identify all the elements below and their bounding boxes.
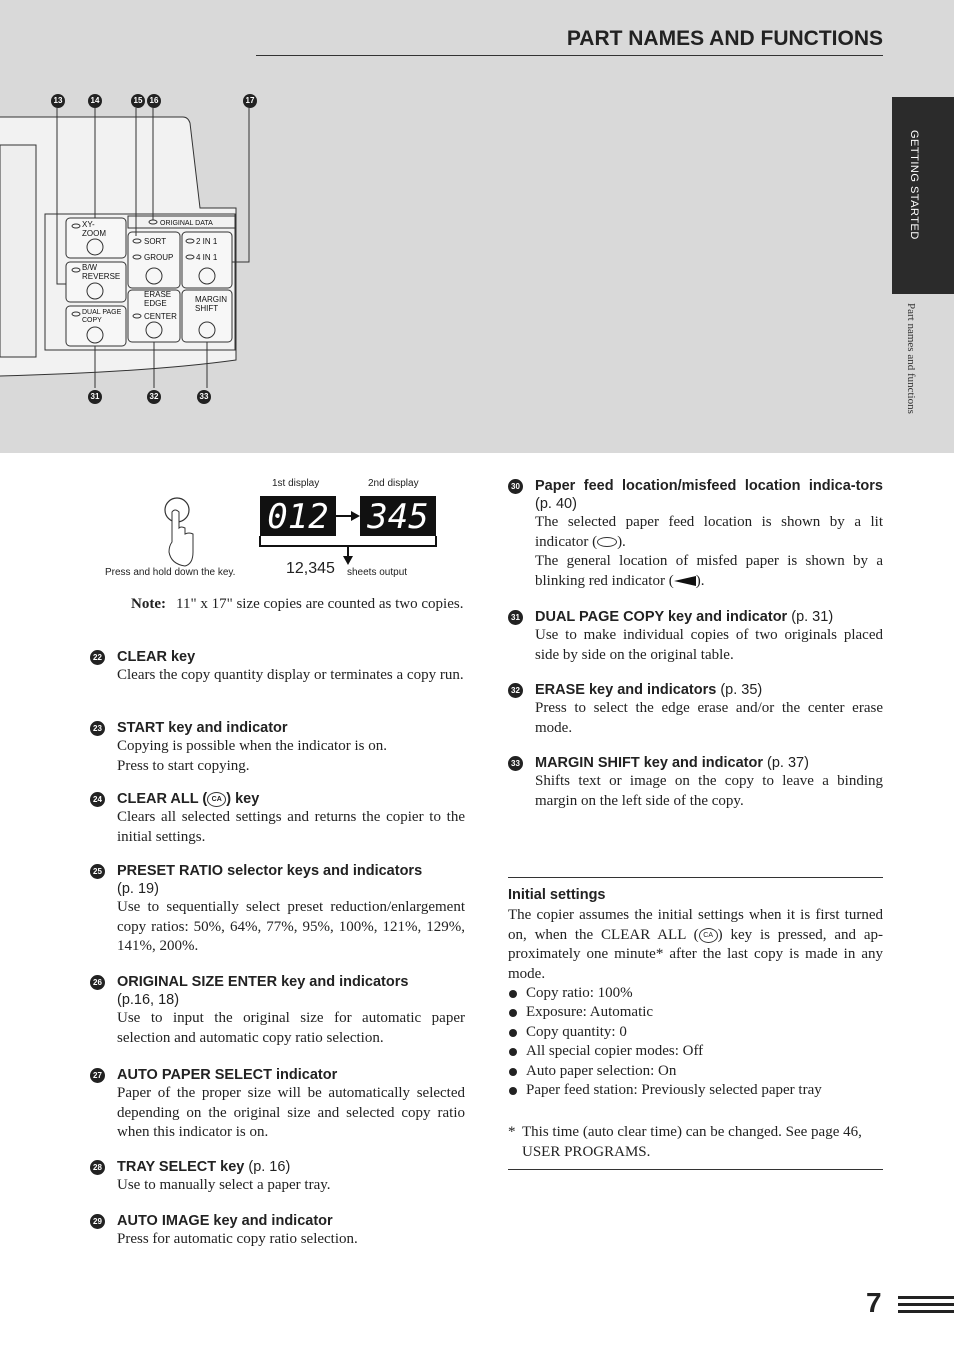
callout-31: 31	[88, 390, 102, 404]
chapter-tab	[892, 97, 954, 294]
first-display-digits: 012	[267, 497, 329, 537]
page-bar	[898, 1310, 954, 1313]
page-number: 7	[866, 1287, 882, 1318]
initial-settings-bottom-rule	[508, 1169, 883, 1170]
item-title: Paper feed location/misfeed location indica-tors	[535, 478, 883, 494]
list-item: Paper feed station: Previously selected paper tray	[508, 1081, 883, 1100]
item-title: DUAL PAGE COPY key and indicator	[535, 609, 788, 625]
item-body: Press for automatic copy ratio selection.	[117, 1231, 358, 1247]
item-body: Clears all selected settings and returns the copier to the initial settings.	[117, 809, 465, 845]
item-32	[508, 681, 883, 738]
item-ref: (p. 16)	[248, 1159, 291, 1175]
item-number: 26	[90, 975, 105, 990]
item-22	[90, 648, 465, 686]
count-suffix: sheets output	[347, 567, 408, 578]
note-text: 11" x 17" size copies are counted as two copies.	[176, 596, 464, 612]
item-number: 32	[508, 683, 523, 698]
item-title-post: ) key	[226, 791, 260, 807]
body-1-post: ).	[617, 533, 626, 550]
list-item: Exposure: Automatic	[508, 1003, 883, 1022]
item-body: Press to select the edge erase and/or the center erase mode.	[535, 700, 883, 736]
item-number: 27	[90, 1068, 105, 1083]
item-30	[508, 477, 883, 591]
item-ref: (p.16, 18)	[117, 992, 180, 1008]
red-misfeed-indicator-icon	[674, 576, 696, 586]
item-body-2	[535, 552, 883, 591]
xy-zoom-label-2: ZOOM	[82, 229, 106, 238]
bw-reverse-label-2: REVERSE	[82, 272, 121, 281]
press-hold-label: Press and hold down the key.	[105, 567, 236, 578]
callout-33: 33	[197, 390, 211, 404]
item-title: ERASE key and indicators	[535, 682, 717, 698]
item-28	[90, 1158, 465, 1196]
item-ref: (p. 31)	[791, 609, 834, 625]
callout-15: 15	[131, 94, 145, 108]
initial-settings-title: Initial settings	[508, 887, 606, 903]
page-title: PART NAMES AND FUNCTIONS	[566, 27, 883, 50]
body-2-post: ).	[695, 572, 705, 589]
item-body: Use to input the original size for automatic paper selection and automatic copy ratio selection.	[117, 1010, 465, 1046]
item-29	[90, 1212, 465, 1250]
footnote-mark: *	[508, 1124, 516, 1140]
xy-zoom-label-1: XY-	[82, 220, 95, 229]
dual-page-label-1: DUAL PAGE	[82, 309, 122, 316]
item-ref: (p. 35)	[720, 682, 763, 698]
page-bar	[898, 1303, 954, 1306]
sort-label: SORT	[144, 237, 167, 246]
footnote	[508, 1123, 883, 1162]
item-body: Clears the copy quantity display or terminates a copy run.	[117, 667, 464, 683]
init-text-post: ) key is pressed, and ap-proximately one minute* after the last copy is made in any mode.	[508, 926, 883, 982]
page-bar	[898, 1296, 954, 1299]
title-rule	[256, 55, 883, 56]
initial-settings-text	[508, 906, 883, 984]
list-item: All special copier modes: Off	[508, 1042, 883, 1061]
item-number: 23	[90, 721, 105, 736]
erase-label-1: ERASE	[144, 290, 172, 299]
item-body: Use to sequentially select preset reduction/enlargement copy ratios: 50%, 64%, 77%, 95%, 100%, 121%, 129%, 141%, 200%.	[117, 899, 465, 954]
item-25	[90, 862, 465, 957]
item-title: AUTO PAPER SELECT indicator	[117, 1067, 338, 1083]
chapter-tab-label: GETTING STARTED	[908, 130, 920, 240]
init-text-pre: The copier assumes the initial settings when it is first turned on, when the CLEAR ALL (	[508, 907, 883, 943]
item-title: TRAY SELECT key	[117, 1159, 245, 1175]
two-in-one-label: 2 IN 1	[196, 237, 218, 246]
item-number: 25	[90, 864, 105, 879]
clear-all-icon: CA	[207, 792, 226, 807]
item-number: 22	[90, 650, 105, 665]
item-number: 30	[508, 479, 523, 494]
margin-shift-label-1: MARGIN	[195, 295, 227, 304]
item-ref: (p. 40)	[535, 496, 577, 512]
count-value: 12,345	[286, 560, 335, 577]
list-item: Copy ratio: 100%	[508, 984, 883, 1003]
item-23	[90, 719, 465, 776]
second-display-digits: 345	[367, 497, 429, 537]
lit-indicator-icon	[597, 537, 617, 547]
callout-32: 32	[147, 390, 161, 404]
callout-17: 17	[243, 94, 257, 108]
item-title: AUTO IMAGE key and indicator	[117, 1213, 333, 1229]
item-title: START key and indicator	[117, 720, 288, 736]
item-31	[508, 608, 883, 665]
item-ref: (p. 19)	[117, 881, 159, 897]
item-27	[90, 1066, 465, 1143]
erase-label-2: EDGE	[144, 299, 167, 308]
initial-settings-top-rule	[508, 877, 883, 878]
item-number: 31	[508, 610, 523, 625]
center-label: CENTER	[144, 312, 177, 321]
group-label: GROUP	[144, 253, 174, 262]
dual-page-label-2: COPY	[82, 317, 102, 324]
clear-all-icon: CA	[699, 928, 718, 943]
item-number: 24	[90, 792, 105, 807]
item-33	[508, 754, 883, 811]
list-item: Auto paper selection: On	[508, 1062, 883, 1081]
item-number: 29	[90, 1214, 105, 1229]
first-display-label: 1st display	[272, 478, 320, 489]
item-body: Paper of the proper size will be automatically selected depending on the original size and selected copy ratio when this indicator is on.	[117, 1085, 465, 1140]
control-panel-illustration	[0, 90, 260, 420]
item-number: 28	[90, 1160, 105, 1175]
item-body: Copying is possible when the indicator is on. Press to start copying.	[117, 738, 387, 774]
note-label: Note:	[131, 596, 166, 612]
second-display-label: 2nd display	[368, 478, 419, 489]
item-26	[90, 973, 465, 1048]
section-side-label: Part names and functions	[905, 303, 917, 414]
item-24	[90, 790, 465, 847]
item-body: Use to manually select a paper tray.	[117, 1177, 331, 1193]
margin-shift-label-2: SHIFT	[195, 304, 219, 313]
item-title-pre: CLEAR ALL (	[117, 791, 208, 807]
item-title: CLEAR key	[117, 649, 196, 665]
callout-14: 14	[88, 94, 102, 108]
body-1-pre: The selected paper feed location is shown by a lit indicator (	[535, 514, 883, 550]
body-2-pre: The general location of misfed paper is shown by a blinking red indicator (	[535, 553, 883, 589]
item-title: PRESET RATIO selector keys and indicators	[117, 863, 423, 879]
bw-reverse-label-1: B/W	[82, 263, 98, 272]
initial-settings-list	[508, 984, 883, 1100]
four-in-one-label: 4 IN 1	[196, 253, 218, 262]
counter-display-diagram	[155, 490, 445, 570]
footnote-text: This time (auto clear time) can be changed. See page 46, USER PROGRAMS.	[522, 1124, 862, 1160]
callout-13: 13	[51, 94, 65, 108]
list-item: Copy quantity: 0	[508, 1023, 883, 1042]
item-ref: (p. 37)	[767, 755, 809, 771]
item-number: 33	[508, 756, 523, 771]
item-body: Use to make individual copies of two originals placed side by side on the original table.	[535, 627, 883, 663]
original-data-label: ORIGINAL DATA	[160, 220, 213, 227]
callout-16: 16	[147, 94, 161, 108]
item-body: Shifts text or image on the copy to leave a binding margin on the left side of the copy.	[535, 773, 883, 809]
item-title: ORIGINAL SIZE ENTER key and indicators	[117, 974, 409, 990]
item-title: MARGIN SHIFT key and indicator	[535, 755, 763, 771]
note	[131, 594, 466, 614]
item-body-1	[535, 513, 883, 552]
